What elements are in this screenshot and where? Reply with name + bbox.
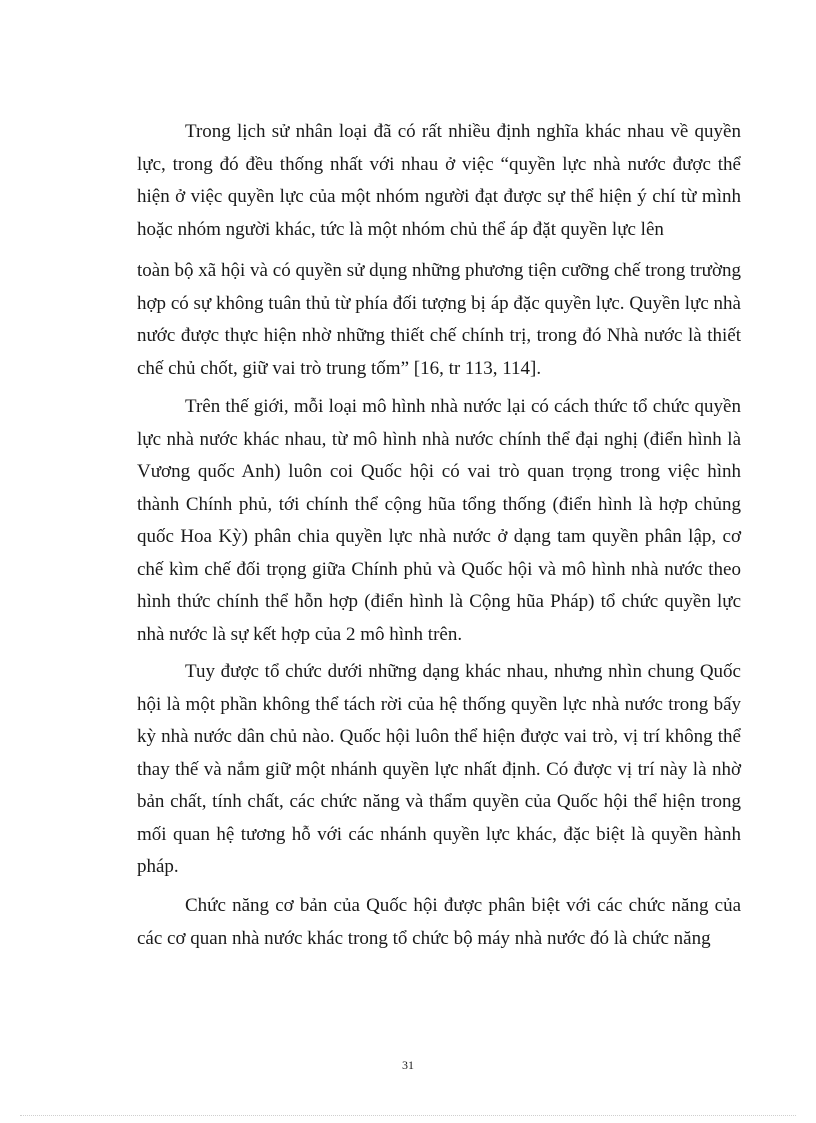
footer-divider [20,1115,796,1116]
page-number: 31 [402,1058,414,1072]
paragraph-power-definition-continued: toàn bộ xã hội và có quyền sử dụng những phương tiện cưỡng chế trong trường hợp có sự không tuân thủ từ phía đối tượng bị áp đặc quyền lực. Quyền lực nhà nước được thực hiện nhờ những thiết chế chính trị, trong đó Nhà nước là thiết chế chủ chốt, giữ vai trò trung tốm” [16, tr 113, 114]. [137,260,741,379]
paragraph-state-models: Trên thế giới, mỗi loại mô hình nhà nước lại có cách thức tổ chức quyền lực nhà nước khác nhau, từ mô hình nhà nước chính thể đại nghị (điển hình là Vương quốc Anh) luôn coi Quốc hội có vai trò quan trọng trong việc hình thành Chính phủ, tới chính thể cộng hũa tổng thống (điển hình là hợp chủng quốc Hoa Kỳ) phân chia quyền lực nhà nước ở dạng tam quyền phân lập, cơ chế kìm chế đối trọng giữa Chính phủ và Quốc hội và mô hình nhà nước theo hình thức chính thể hỗn hợp (điển hình là Cộng hũa Pháp) tổ chức quyền lực nhà nước là sự kết hợp của 2 mô hình trên. [137,396,741,645]
paragraph-power-definition: Trong lịch sử nhân loại đã có rất nhiều định nghĩa khác nhau về quyền lực, trong đó đều thống nhất với nhau ở việc “quyền lực nhà nước được thể hiện ở việc quyền lực của một nhóm người đạt được sự thể hiện ý chí từ mình hoặc nhóm người khác, tức là một nhóm chủ thể áp đặt quyền lực lên [137,121,741,240]
paragraph-parliament-functions: Chức năng cơ bản của Quốc hội được phân biệt với các chức năng của các cơ quan nhà nước khác trong tổ chức bộ máy nhà nước đó là chức năng [137,895,741,949]
paragraph-parliament-role: Tuy được tổ chức dưới những dạng khác nhau, nhưng nhìn chung Quốc hội là một phần không thể tách rời của hệ thống quyền lực nhà nước trong bấy kỳ nhà nước dân chủ nào. Quốc hội luôn thể hiện được vai trò, vị trí không thể thay thế và nắm giữ một nhánh quyền lực nhất định. Có được vị trí này là nhờ bản chất, tính chất, các chức năng và thẩm quyền của Quốc hội thể hiện trong mối quan hệ tương hỗ với các nhánh quyền lực khác, đặc biệt là quyền hành pháp. [137,661,741,877]
